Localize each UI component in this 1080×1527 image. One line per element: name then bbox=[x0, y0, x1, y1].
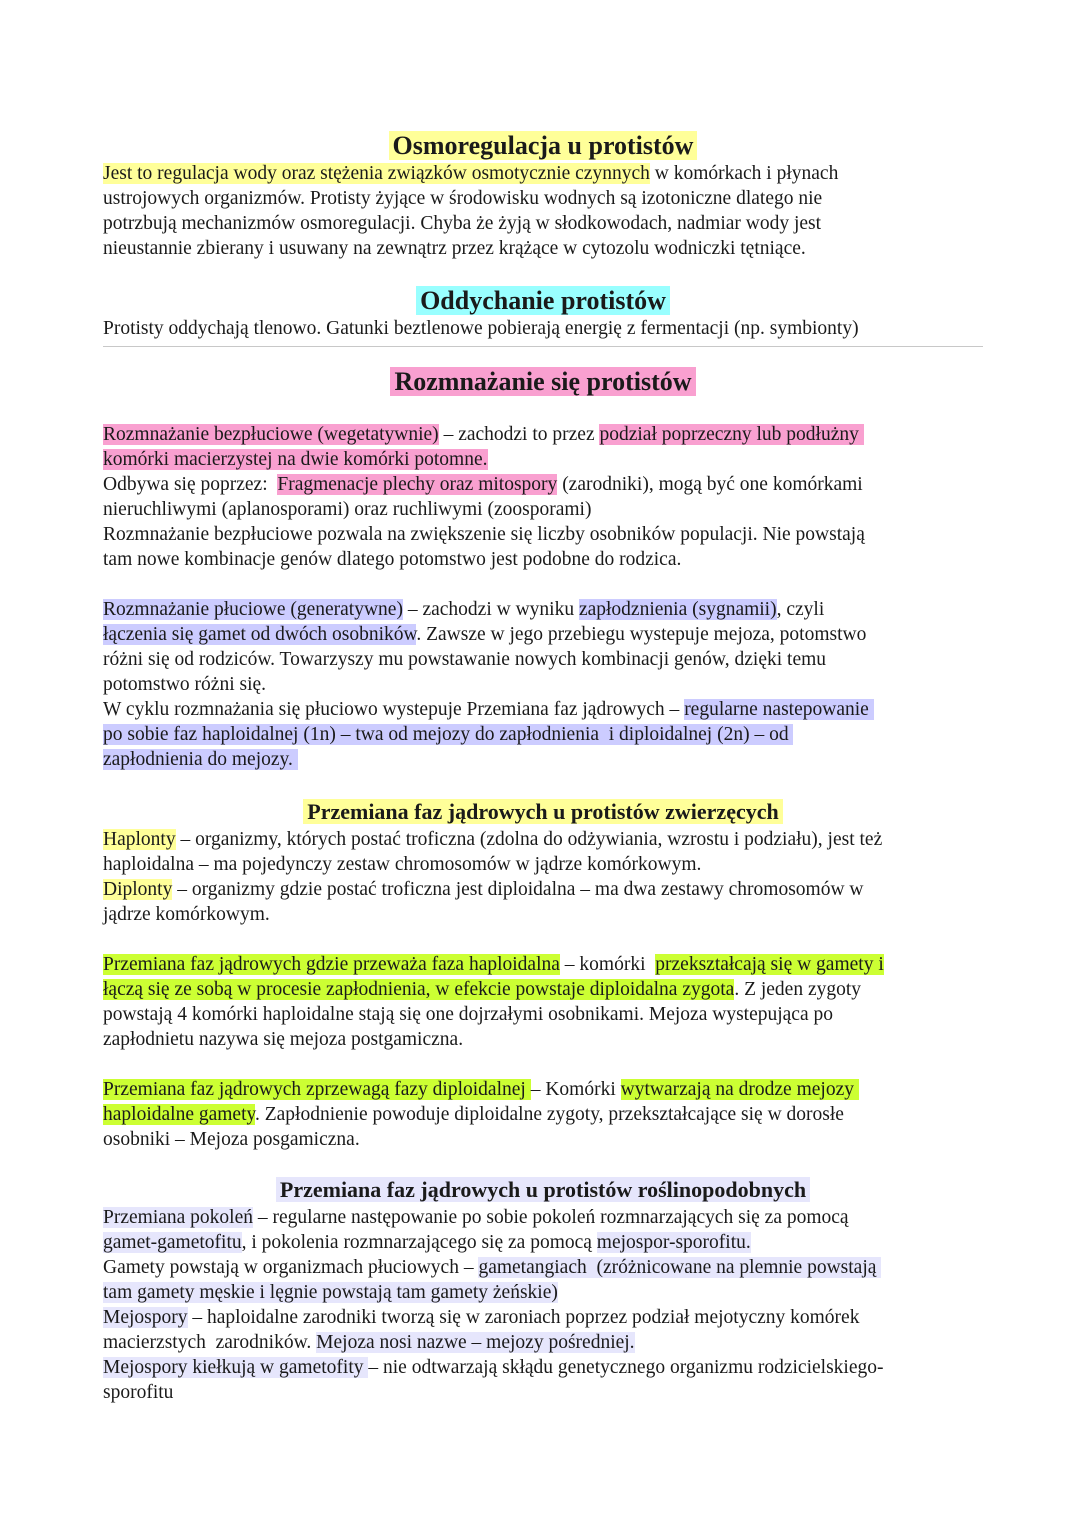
highlighted-text: łączą się ze sobą w procesie zapłodnienia, w efekcie powstaje diploidalna zygota bbox=[103, 979, 735, 1000]
text-line bbox=[103, 647, 983, 672]
text-run: haploidalna – ma pojedynczy zestaw chromosomów w jądrze komórkowym. bbox=[103, 854, 702, 875]
text-line bbox=[103, 1355, 983, 1380]
section-heading-text: Osmoregulacja u protistów bbox=[389, 131, 698, 160]
section-heading bbox=[103, 797, 983, 827]
text-run: – zachodzi w wyniku bbox=[402, 599, 579, 620]
text-run: , i pokolenia rozmnarzającego się za pomocą bbox=[241, 1232, 597, 1253]
blank-line bbox=[103, 1052, 983, 1077]
text-run: jądrze komórkowym. bbox=[103, 904, 270, 925]
text-run: – haploidalne zarodniki tworzą się w zaroniach poprzez podział mejotyczny komórek bbox=[187, 1307, 860, 1328]
horizontal-divider bbox=[103, 346, 983, 347]
highlighted-text: Jest to regulacja wody oraz stężenia związków osmotycznie czynnych bbox=[103, 163, 650, 184]
highlighted-text: zapłodnienia do mejozy. bbox=[103, 749, 298, 770]
highlighted-text: Przemiana faz jądrowych gdzie przeważa faza haploidalna bbox=[103, 954, 560, 975]
text-line bbox=[103, 697, 983, 722]
text-line bbox=[103, 1077, 983, 1102]
text-line bbox=[103, 597, 983, 622]
text-run: tam nowe kombinacje genów dlatego potomstwo jest podobne do rodzica. bbox=[103, 549, 682, 570]
blank-line bbox=[103, 572, 983, 597]
text-run: nieustannie zbierany i usuwany na zewnątrz przez krążące w cytozolu wodniczki tętniące. bbox=[103, 238, 806, 259]
text-run: sporofitu bbox=[103, 1382, 174, 1403]
text-run: w komórkach i płynach bbox=[649, 163, 839, 184]
highlighted-text: mejospor-sporofitu. bbox=[596, 1232, 751, 1253]
text-line bbox=[103, 1330, 983, 1355]
text-line bbox=[103, 522, 983, 547]
section-heading-text: Przemiana faz jądrowych u protistów roślinopodobnych bbox=[276, 1177, 810, 1202]
paragraph bbox=[103, 827, 983, 927]
text-run: Odbywa się poprzez: bbox=[103, 474, 278, 495]
paragraph bbox=[103, 422, 983, 572]
text-line bbox=[103, 1230, 983, 1255]
highlighted-text: regularne nastepowanie bbox=[684, 699, 874, 720]
text-run: . Zawsze w jego przebiegu wystepuje mejoza, potomstwo bbox=[416, 624, 867, 645]
highlighted-text: po sobie faz haploidalnej (1n) – twa od mejozy do zapłodnienia i diploidalnej (2n) – od bbox=[103, 724, 794, 745]
highlighted-text: zapłodznienia (sygnamii) bbox=[578, 599, 777, 620]
text-run: – komórki bbox=[559, 954, 656, 975]
text-run: Rozmnażanie bezpłuciowe pozwala na zwiększenie się liczby osobników populacji. Nie powstają bbox=[103, 524, 865, 545]
text-line bbox=[103, 877, 983, 902]
text-line bbox=[103, 1027, 983, 1052]
text-line bbox=[103, 902, 983, 927]
text-line bbox=[103, 852, 983, 877]
text-line bbox=[103, 977, 983, 1002]
paragraph bbox=[103, 597, 983, 772]
text-run: . Zapłodnienie powoduje diploidalne zygoty, przekształcające się w dorosłe bbox=[254, 1104, 844, 1125]
highlighted-text: gamet-gametofitu bbox=[103, 1232, 242, 1253]
text-line bbox=[103, 316, 983, 341]
blank-line bbox=[103, 927, 983, 952]
text-run: potomstwo różni się. bbox=[103, 674, 267, 695]
text-run: macierzstych zarodników. bbox=[103, 1332, 317, 1353]
text-run: Protisty oddychają tlenowo. Gatunki beztlenowe pobierają energię z fermentacji (np. symbionty) bbox=[103, 318, 859, 339]
document-page bbox=[103, 131, 983, 1405]
section-heading-text: Przemiana faz jądrowych u protistów zwierzęcych bbox=[303, 799, 782, 824]
section-heading bbox=[103, 1175, 983, 1205]
text-run: zapłodnietu nazywa się mejoza postgamiczna. bbox=[103, 1029, 464, 1050]
highlighted-text: tam gamety męskie i lęgnie powstają tam gamety żeńskie) bbox=[103, 1282, 558, 1303]
section-heading-text: Oddychanie protistów bbox=[416, 286, 670, 315]
text-run: powstają 4 komórki haploidalne stają się one dojrzałymi osobnikami. Mejoza wystepująca po bbox=[103, 1004, 833, 1025]
highlighted-text: Mejospory kiełkują w gametofity bbox=[103, 1357, 369, 1378]
text-line bbox=[103, 1002, 983, 1027]
highlighted-text: podział poprzeczny lub podłużny bbox=[599, 424, 864, 445]
text-line bbox=[103, 497, 983, 522]
highlighted-text: Mejospory bbox=[103, 1307, 188, 1328]
text-run: Gamety powstają w organizmach płuciowych – bbox=[103, 1257, 479, 1278]
text-line bbox=[103, 827, 983, 852]
text-run: – nie odtwarzają skłądu genetycznego organizmu rodzicielskiego- bbox=[368, 1357, 884, 1378]
text-line bbox=[103, 747, 983, 772]
section-heading bbox=[103, 131, 983, 161]
text-run: (zarodniki), mogą być one komórkami bbox=[557, 474, 863, 495]
section-heading bbox=[103, 367, 983, 397]
text-run: osobniki – Mejoza posgamiczna. bbox=[103, 1129, 360, 1150]
text-line bbox=[103, 1127, 983, 1152]
text-run: W cyklu rozmnażania się płuciowo wystepuje Przemiana faz jądrowych – bbox=[103, 699, 685, 720]
highlighted-text: Przemiana pokoleń bbox=[103, 1207, 253, 1228]
text-run: różni się od rodziców. Towarzyszy mu powstawanie nowych kombinacji genów, dzięki temu bbox=[103, 649, 827, 670]
text-line bbox=[103, 1305, 983, 1330]
text-line bbox=[103, 722, 983, 747]
text-line bbox=[103, 422, 983, 447]
highlighted-text: Fragmenacje plechy oraz mitospory bbox=[277, 474, 558, 495]
paragraph bbox=[103, 1077, 983, 1152]
text-run: ustrojowych organizmów. Protisty żyjące w środowisku wodnych są izotoniczne dlatego nie bbox=[103, 188, 823, 209]
highlighted-text: Haplonty bbox=[103, 829, 176, 850]
highlighted-text: haploidalne gamety bbox=[103, 1104, 255, 1125]
highlighted-text: gametangiach (zróżnicowane na plemnie powstają bbox=[478, 1257, 882, 1278]
text-line bbox=[103, 1380, 983, 1405]
text-line bbox=[103, 952, 983, 977]
highlighted-text: Rozmnażanie płuciowe (generatywne) bbox=[103, 599, 403, 620]
text-run: nieruchliwymi (aplanosporami) oraz ruchliwymi (zoosporami) bbox=[103, 499, 592, 520]
text-run: – organizmy, których postać troficzna (zdolna do odżywiania, wzrostu i podziału), jest też bbox=[175, 829, 883, 850]
text-line bbox=[103, 1255, 983, 1280]
highlighted-text: Rozmnażanie bezpłuciowe (wegetatywnie) bbox=[103, 424, 439, 445]
text-run: – regularne następowanie po sobie pokoleń rozmnarzających się za pomocą bbox=[253, 1207, 849, 1228]
highlighted-text: łączenia się gamet od dwóch osobników bbox=[103, 624, 417, 645]
paragraph bbox=[103, 316, 983, 341]
text-line bbox=[103, 236, 983, 261]
section-heading bbox=[103, 286, 983, 316]
text-line bbox=[103, 211, 983, 236]
text-line bbox=[103, 186, 983, 211]
text-run: , czyli bbox=[776, 599, 825, 620]
text-line bbox=[103, 672, 983, 697]
highlighted-text: Przemiana faz jądrowych zprzewagą fazy diploidalnej bbox=[103, 1079, 531, 1100]
paragraph bbox=[103, 952, 983, 1052]
highlighted-text: wytwarzają na drodze mejozy bbox=[620, 1079, 859, 1100]
text-run: – zachodzi to przez bbox=[438, 424, 600, 445]
text-line bbox=[103, 161, 983, 186]
text-run: . Z jeden zygoty bbox=[734, 979, 862, 1000]
section-heading-text: Rozmnażanie się protistów bbox=[390, 367, 695, 396]
text-run: – Komórki bbox=[530, 1079, 621, 1100]
highlighted-text: komórki macierzystej na dwie komórki potomne. bbox=[103, 449, 488, 470]
paragraph bbox=[103, 161, 983, 261]
highlighted-text: przekształcają się w gamety i bbox=[655, 954, 884, 975]
highlighted-text: Diplonty bbox=[103, 879, 173, 900]
text-line bbox=[103, 1102, 983, 1127]
highlighted-text: Mejoza nosi nazwe – mejozy pośredniej. bbox=[316, 1332, 635, 1353]
text-line bbox=[103, 472, 983, 497]
blank-line bbox=[103, 397, 983, 422]
text-run: potrzbują mechanizmów osmoregulacji. Chyba że żyją w słodkowodach, nadmiar wody jest bbox=[103, 213, 822, 234]
text-line bbox=[103, 622, 983, 647]
text-line bbox=[103, 1280, 983, 1305]
text-line bbox=[103, 547, 983, 572]
text-line bbox=[103, 1205, 983, 1230]
text-run: – organizmy gdzie postać troficzna jest diploidalna – ma dwa zestawy chromosomów w bbox=[172, 879, 864, 900]
paragraph bbox=[103, 1205, 983, 1405]
text-line bbox=[103, 447, 983, 472]
